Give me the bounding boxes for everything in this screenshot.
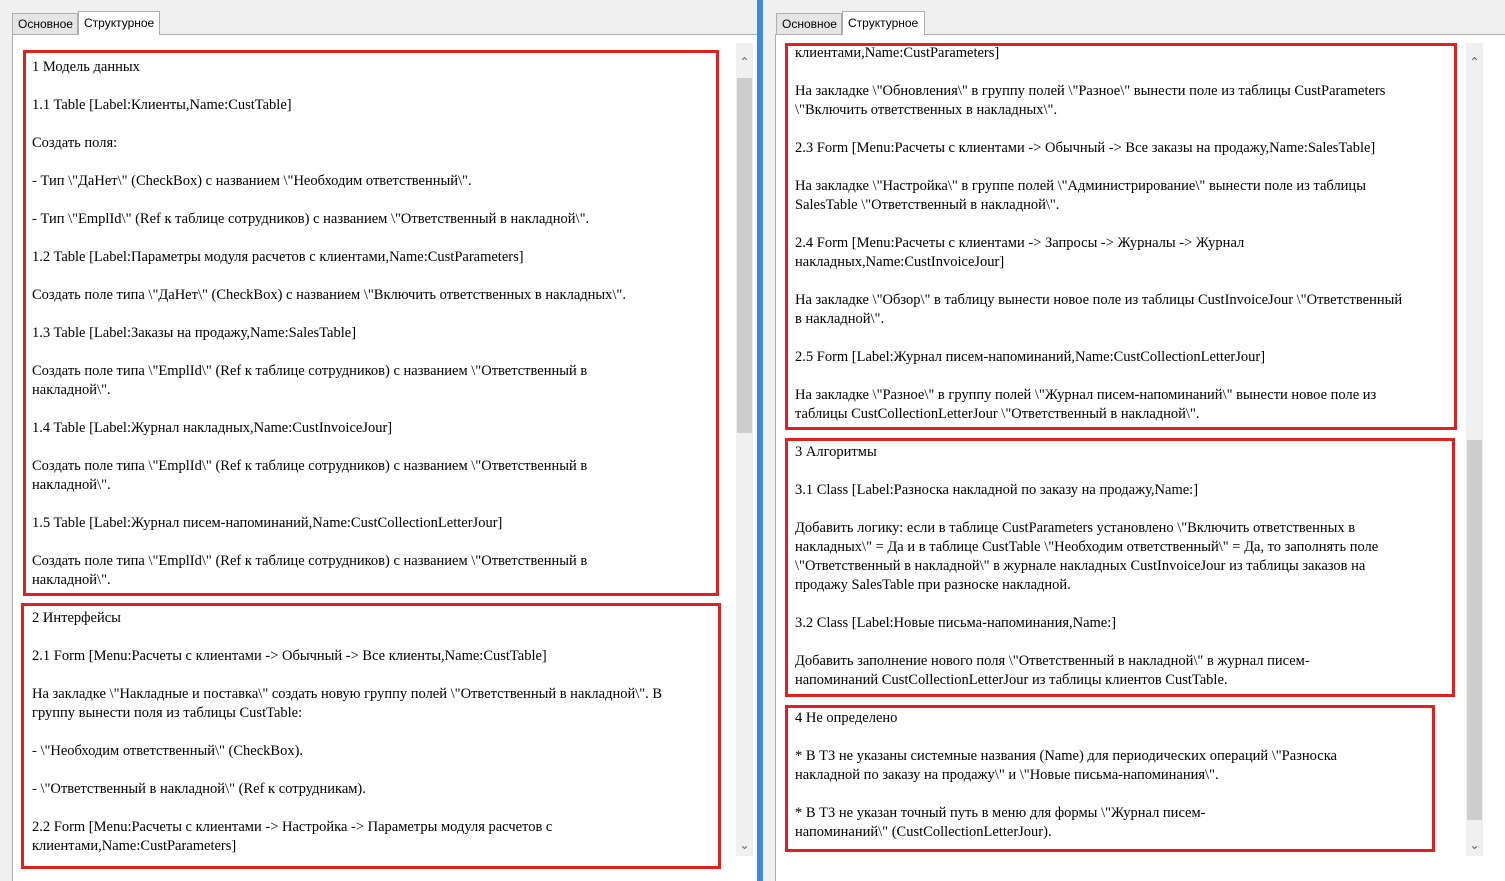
text-line: 2.1 Form [Menu:Расчеты с клиентами -> Обычный -> Все клиенты,Name:CustTable] — [32, 648, 547, 664]
text-line: накладной\". — [32, 477, 111, 493]
highlight-box-interfaces-continued — [785, 43, 1457, 430]
text-line: - Тип \"EmplId\" (Ref к таблице сотрудников) с названием \"Ответственный в накладной\". — [32, 211, 590, 227]
text-line: - \"Необходим ответственный\" (CheckBox). — [32, 743, 304, 759]
text-line: накладной по заказу на продажу\" и \"Новые письма-напоминания\". — [795, 767, 1219, 783]
scrollbar-thumb[interactable] — [737, 78, 752, 433]
text-line: * В ТЗ не указаны системные названия (Name) для периодических операций \"Разноска — [795, 748, 1337, 764]
vertical-scrollbar[interactable] — [736, 43, 753, 856]
text-line: накладной\". — [32, 572, 111, 588]
text-line: напоминаний\" (CustCollectionLetterJour). — [795, 824, 1052, 840]
text-line: 2.4 Form [Menu:Расчеты с клиентами -> Запросы -> Журналы -> Журнал — [795, 235, 1245, 251]
text-line: На закладке \"Разное\" в группу полей \"Журнал писем-напоминаний\" вынести новое поле из — [795, 387, 1377, 403]
highlight-box-interfaces — [21, 603, 721, 869]
text-line: \"Включить ответственных в накладных\". — [795, 102, 1058, 118]
text-line: Создать поля: — [32, 135, 118, 151]
highlight-box-algorithms — [785, 438, 1455, 697]
tab-structural[interactable]: Структурное — [78, 11, 160, 35]
text-line: 3.2 Class [Label:Новые письма-напоминания,Name:] — [795, 615, 1117, 631]
chevron-up-icon[interactable]: ⌃ — [1469, 55, 1480, 69]
text-line: 2.2 Form [Menu:Расчеты с клиентами -> Настройка -> Параметры модуля расчетов с — [32, 819, 553, 835]
text-line: На закладке \"Накладные и поставка\" создать новую группу полей \"Ответственный в накладной\". В — [32, 686, 663, 702]
tab-basic[interactable]: Основное — [776, 13, 842, 34]
text-line: - \"Ответственный в накладной\" (Ref к сотрудникам). — [32, 781, 366, 797]
text-line: продажу SalesTable при разноске накладной. — [795, 577, 1071, 593]
text-line: 1.1 Table [Label:Клиенты,Name:CustTable] — [32, 97, 292, 113]
text-line: Создать поле типа \"ДаНет\" (CheckBox) с названием \"Включить ответственных в накладных\". — [32, 287, 626, 303]
chevron-down-icon[interactable]: ⌄ — [739, 838, 750, 852]
text-line: Создать поле типа \"EmplId\" (Ref к таблице сотрудников) с названием \"Ответственный в — [32, 553, 588, 569]
tab-structural[interactable]: Структурное — [842, 11, 925, 35]
highlight-box-undefined — [785, 705, 1435, 852]
text-line: накладной\". — [32, 382, 111, 398]
text-line: На закладке \"Настройка\" в группе полей \"Администрирование\" вынести поле из таблицы — [795, 178, 1366, 194]
text-line: \"Ответственный в накладной\" в журнале накладных CustInvoiceJour из таблицы заказов на — [795, 558, 1366, 574]
chevron-down-icon[interactable]: ⌄ — [1469, 838, 1480, 852]
text-line: 1.2 Table [Label:Параметры модуля расчетов с клиентами,Name:CustParameters] — [32, 249, 524, 265]
text-line: 2 Интерфейсы — [32, 610, 121, 626]
right-pane — [763, 0, 1505, 881]
vertical-scrollbar[interactable] — [1466, 43, 1483, 856]
text-line: * В ТЗ не указан точный путь в меню для формы \"Журнал писем- — [795, 805, 1206, 821]
text-line: 2.5 Form [Label:Журнал писем-напоминаний,Name:CustCollectionLetterJour] — [795, 349, 1266, 365]
highlight-box-data-model — [23, 50, 719, 596]
text-line: клиентами,Name:CustParameters] — [795, 45, 1000, 61]
text-line: 1.3 Table [Label:Заказы на продажу,Name:SalesTable] — [32, 325, 357, 341]
scrollbar-thumb[interactable] — [1467, 440, 1482, 820]
text-line: 4 Не определено — [795, 710, 898, 726]
text-line: 3.1 Class [Label:Разноска накладной по заказу на продажу,Name:] — [795, 482, 1199, 498]
text-line: в накладной\". — [795, 311, 885, 327]
text-line: 1.5 Table [Label:Журнал писем-напоминаний,Name:CustCollectionLetterJour] — [32, 515, 503, 531]
text-line: - Тип \"ДаНет\" (CheckBox) с названием \"Необходим ответственный\". — [32, 173, 472, 189]
text-line: накладных,Name:CustInvoiceJour] — [795, 254, 1005, 270]
text-line: Добавить логику: если в таблице CustParameters установлено \"Включить ответственных в — [795, 520, 1356, 536]
text-line: 1.4 Table [Label:Журнал накладных,Name:CustInvoiceJour] — [32, 420, 393, 436]
text-line: накладных\" = Да и в таблице CustTable \"Необходим ответственный\" = Да, то заполнять поле — [795, 539, 1379, 555]
text-line: Добавить заполнение нового поля \"Ответственный в накладной\" в журнал писем- — [795, 653, 1310, 669]
text-line: таблицы CustCollectionLetterJour \"Ответственный в накладной\". — [795, 406, 1200, 422]
text-line: SalesTable \"Ответственный в накладной\". — [795, 197, 1060, 213]
text-line: Создать поле типа \"EmplId\" (Ref к таблице сотрудников) с названием \"Ответственный в — [32, 458, 588, 474]
text-line: На закладке \"Обновления\" в группу полей \"Разное\" вынести поле из таблицы CustParameters — [795, 83, 1386, 99]
text-line: Создать поле типа \"EmplId\" (Ref к таблице сотрудников) с названием \"Ответственный в — [32, 363, 588, 379]
tab-basic[interactable]: Основное — [12, 13, 78, 34]
text-line: напоминаний CustCollectionLetterJour из таблицы клиентов CustTable. — [795, 672, 1228, 688]
text-line: группу вынести поля из таблицы CustTable: — [32, 705, 303, 721]
text-line: На закладке \"Обзор\" в таблицу вынести новое поле из таблицы CustInvoiceJour \"Ответственный — [795, 292, 1403, 308]
text-line: клиентами,Name:CustParameters] — [32, 838, 237, 854]
chevron-up-icon[interactable]: ⌃ — [739, 55, 750, 69]
text-line: 3 Алгоритмы — [795, 444, 877, 460]
text-line: 2.3 Form [Menu:Расчеты с клиентами -> Обычный -> Все заказы на продажу,Name:SalesTable] — [795, 140, 1376, 156]
text-line: 1 Модель данных — [32, 59, 140, 75]
